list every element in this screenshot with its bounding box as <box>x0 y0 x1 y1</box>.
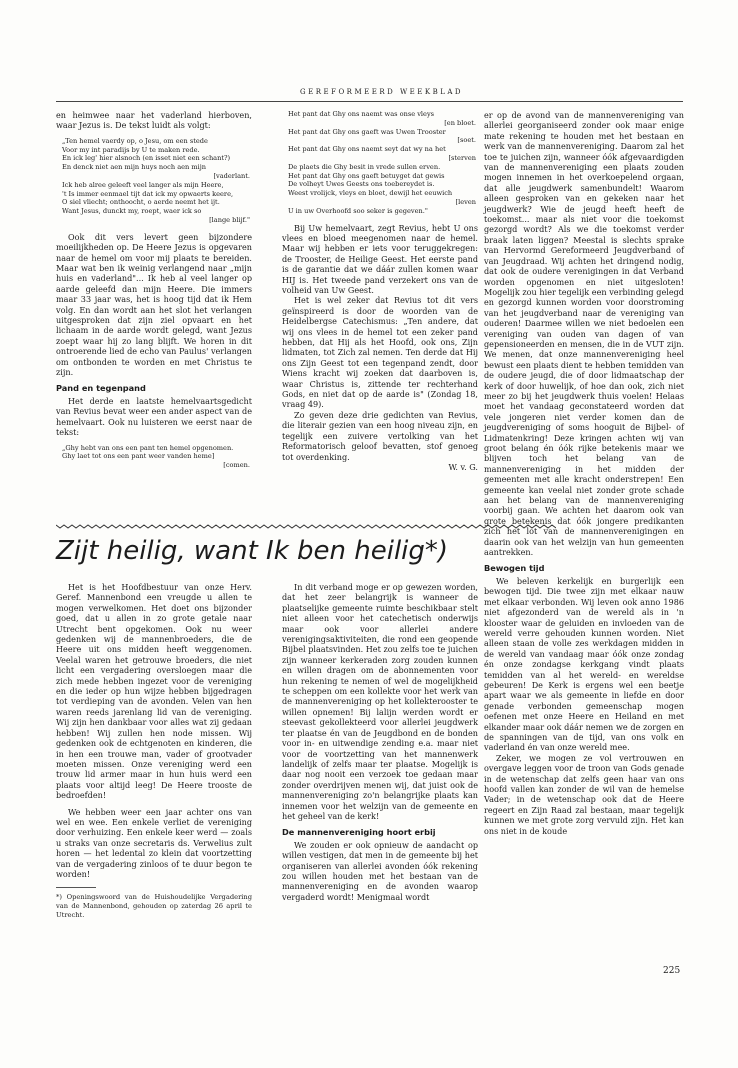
poem-stanza <box>62 137 252 225</box>
poem-line: [leven <box>455 197 476 206</box>
paragraph: Zo geven deze drie gedichten van Revius, die literair gezien van een hoog niveau zijn, en tegelijk een zuivere vertolking van het Reformatorisch geloof bevatten, stof genoeg tot overdenking. <box>282 409 478 462</box>
poem-line: Ick heb alree geleeft veel langer als mijn Heere, <box>62 180 224 189</box>
paragraph: Het is wel zeker dat Revius tot dit vers geïnspireerd is door de woorden van de Heidelbergse Catechismus: „Ten andere, dat wij ons vlees in de hemel tot een zeker pand hebben, dat Hij als het Hoofd, ook ons, Zijn lidmaten, tot Zich zal nemen. Ten derde dat Hij ons Zijn Geest tot een tegenpand zendt, door Wiens kracht wij zoeken dat daarboven is, waar Christus is, zittende ter rechterhand Gods, en niet dat op de aarde is" (Zondag 18, vraag 49). <box>282 295 478 410</box>
paragraph: In dit verband moge er op gewezen worden, dat het zeer belangrijk is wanneer de plaatselijke gemeente ruimte beschikbaar stelt niet alleen voor het catechetisch onderwijs maar ook voor allerlei andere verenigingsaktiviteiten, die rond een geopende Bijbel plaatsvinden. Het zou zelfs toe te juichen zijn wanneer kerkeraden zorg zouden kunnen en willen dragen om de abonnementen voor hun rekening te nemen of wel de mogelijkheid te scheppen om een kollekte voor het werk van de mannenvereniging op het kollekterooster te willen opnemen! Bij lalijn werden wordt er steevast gekollekteerd voor allerlei jeugdwerk ter plaatse én van de Jeugdbond en de bonden voor in- en uitwendige zending e.a. maar niet voor de voortzetting van het mannenwerk landelijk of zelfs maar ter plaatse. Mogelijk is daar nog nooit een verzoek toe gedaan maar zonder overdrijven menen wij, dat juist ook de mannenvereniging zo'n belangrijke plaats kan innemen voor het welzijn van de gemeente en het geheel van de kerk! <box>282 582 478 821</box>
paragraph: Het derde en laatste hemelvaartsgedicht van Revius bevat weer een ander aspect van de hemelvaart. Ook nu luisteren we eerst naar de tekst: <box>56 395 252 438</box>
poem-line: „Ghy hebt van ons een pant ten hemel opgenomen. <box>62 443 234 452</box>
poem-line: En ick leg' hier alsnoch (en isset niet een schant?) <box>62 154 231 163</box>
poem-line: [vaderlant. <box>213 172 250 180</box>
poem-line: Weest vrolijck, vleys en bloet, dewijl het eeuwich <box>288 189 453 198</box>
poem-line: [sterven <box>448 153 476 162</box>
paragraph: We hebben weer een jaar achter ons van wel en wee. Een enkele verliet de vereniging door verhuizing. Een enkele keer werd — zoals u straks van onze secretaris ds. Verwelius zult horen — het ledental zo klein dat voortzetting van de vergadering zinloos of te duur begon te worden! <box>56 806 252 879</box>
poem-line: Het pant dat Ghy ons naemt was onse vleys <box>288 110 435 118</box>
article-column-1 <box>56 582 252 919</box>
poem-line: U in uw Overhoofd soo seker is gegeven." <box>288 206 428 215</box>
author-signature: W. v. G. <box>448 461 478 472</box>
poem-line: Ghy laet tot ons een pant weer vanden heme] <box>62 452 215 461</box>
article-column-3 <box>484 110 684 836</box>
page-number: 225 <box>663 966 681 976</box>
paragraph: Ook dit vers levert geen bijzondere moeilijkheden op. De Heere Jezus is opgevaren naar de hemel om voor mij plaats te bereiden. Maar wat ben ik weinig verlangend naar „mijn huis en vaderland"... Ik heb al veel langer op aarde geleefd dan mijn Heere. Die immers maar 33 jaar was, het is hoog tijd dat ik Hem volg. En dan wordt aan het slot het verlangen uitgesproken dat zijn ziel opvaart en het lichaam in de aarde wordt gelegd, want Jezus zoept waar hij zo lang blijft. We horen in dit ontroerende lied de echo van Paulus' verlangen om ontbonden te worden en met Christus te zijn. <box>56 231 252 378</box>
poem-stanza <box>62 444 252 470</box>
poem-line: „Ten hemel vaerdy op, o Jesu, om een stede <box>62 136 208 145</box>
section-heading: Pand en tegenpand <box>56 383 146 394</box>
poem-line: O siel vliecht; onthoocht, o aerde neemt het ijt. <box>62 198 220 207</box>
poem-line: Het pant dat Ghy ons gaeft was Uwen Trooster <box>288 127 446 136</box>
poem-line: Want Jesus, dunckt my, roept, waer ick so <box>62 207 202 216</box>
section-heading: De mannenvereniging hoort erbij <box>282 827 436 838</box>
top-column-2 <box>282 110 478 472</box>
poem-line: [comen. <box>223 461 250 470</box>
paragraph: Het is het Hoofdbestuur van onze Herv. Geref. Mannenbond een vreugde u allen te mogen verwelkomen. Het doet ons bijzonder goed, dat u allen in zo grote getale naar Utrecht bent opgekomen. Ook nu weer gedenken wij de mannenbroeders, die de Heere uit ons midden heeft weggenomen. Veelal waren het getrouwe broeders, die niet licht een vergadering oversloegen maar die zich mede hebben ingezet voor de vereniging en die ieder op hun wijze hebben bijgedragen tot verdieping van de avonden. Velen van hen waren reeds jarenlang lid van de vereniging. Wij zijn hen dankbaar voor alles wat zij gedaan hebben! Wij zullen hen node missen. Wij gedenken ook de echtgenoten en kinderen, die in hen een trouwe man, vader of grootvader moeten missen. Onze vereniging werd een trouw lid armer maar in hun huis werd een plaats voor altijd leeg! De Heere trooste de bedroefden! <box>56 582 252 801</box>
paragraph: en heimwee naar het vaderland hierboven, waar Jezus is. De tekst luidt als volgt: <box>56 110 252 131</box>
poem-line: [en bloet. <box>444 118 476 127</box>
poem-line: En denck niet aen mijn huys noch aen mijn <box>62 163 207 172</box>
header-rule <box>56 101 683 102</box>
poem-line: 't Is immer eenmael tijt dat ick my opwaerts keere, <box>62 189 234 198</box>
poem-line: De volheyt Uwes Geests ons toebereydet is. <box>288 180 435 189</box>
poem-line: Voor my int paradijs by U te maken rede. <box>62 145 200 154</box>
footnote-rule <box>56 887 96 888</box>
article-title: Zijt heilig, want Ik ben heilig*) <box>56 536 449 566</box>
paragraph: Zeker, we mogen ze vol vertrouwen en overgave leggen voor de troon van Gods genade in de wetenschap dat zelfs geen haar van ons hoofd vallen kan zonder de wil van de hemelse Vader; in de wetenschap ook dat de Heere regeert en Zijn Raad zal bestaan, maar tegelijk kunnen we met grote zorg vervuld zijn. Het kan ons niet in de koude <box>484 752 684 836</box>
poem-stanza <box>288 110 478 216</box>
paragraph: We beleven kerkelijk en burgerlijk een bewogen tijd. Die twee zijn met elkaar nauw met elkaar verbonden. Wij leven ook anno 1986 niet afgezonderd van de wereld als in 'n klooster waar de geluiden en invloeden van de wereld verre gehouden kunnen worden. Niet alleen staan de volle zes werkdagen midden in de wereld van vandaag maar óók onze zondag én onze zondagse kerkgang vindt plaats temidden van al het wereld- en wereldse gebeuren! De Kerk is ergens wel een beetje apart waar we als gemeente in liefde en door genade verbonden gemeenschap mogen oefenen met onze Heere en Heiland en met elkander maar ook dáár nemen we de zorgen en de spanningen van de tijd, van ons volk en vaderland én van onze wereld mee. <box>484 575 684 753</box>
poem-line: [soet. <box>457 136 476 145</box>
paragraph: er op de avond van de mannenvereniging van allerlei georganiseerd zonder ook maar enige mate rekening te houden met het bestaan en werk van de mannenvereniging. Daarom zal het toe te juichen zijn, wanneer óók afgevaardigden van de mannenvereniging een plaats zouden mogen innemen in het overkoepelend orgaan, dat alle jeugdwerk samenbundelt! Waarom alleen gesproken van en gekeken naar het jeugdwerk? Wie de jeugd heeft heeft de toekomst... maar als niet voor die toekomst gezorgd wordt? Als we die toekomst verder braak laten liggen? Meestal is slechts sprake van Hervormd Gereformeerd Jeugdverband of van Jeugdraad. Wij achten het dringend nodig, dat ook de oudere verenigingen in dat Verband worden opgenomen en niet uitgesloten! Mogelijk zou hier tegelijk een verbinding gelegd en gezorgd kunnen worden voor doorstroming van het jeugdverband naar de vereniging van ouderen! Daarmee willen we niet bedoelen een vereniging van ouden van dagen of van gepensioneerden en mensen, die in de VUT zijn. We menen, dat onze mannenvereniging heel bewust een plaats dient te hebben temidden van de oudere jeugd, die of door lidmaatschap der kerk of door huwelijk, of hoe dan ook, zich niet meer zo bij het jeugdwerk thuis voelen! Helaas moet het vandaag geconstateerd worden dat vele jongeren niet verder komen dan de jeugdvereniging of soms hooguit de Bijbel- of Lidmatenkring! Deze kringen achten wij van groot belang én óók rijke betekenis maar we blijven toch het belang van de mannenvereniging in het midden der gemeenten met alle kracht onderstrepen! Een gemeente kan veelal niet zonder grote schade aan het belang van de mannenvereniging voorbij gaan. We achten het daarom ook van grote betekenis dat óók jongere predikanten zich het lot van de mannenverenigingen en daarin ook van het welzijn van hun gemeenten aantrekken. <box>484 110 684 558</box>
poem-line: De plaets die Ghy besit in vrede sullen erven. <box>288 162 441 171</box>
paragraph: We zouden er ook opnieuw de aandacht op willen vestigen, dat men in de gemeente bij het organiseren van allerlei avonden óók rekening zou willen houden met het bestaan van de mannenvereniging en de avonden waarop vergaderd wordt! Menigmaal wordt <box>282 839 478 902</box>
section-heading: Bewogen tijd <box>484 563 545 574</box>
poem-line: [lange blijf." <box>209 215 250 224</box>
top-column-1 <box>56 110 252 477</box>
running-header: GEREFORMEERD WEEKBLAD <box>300 88 464 96</box>
zigzag-divider <box>56 524 556 529</box>
article-column-2 <box>282 582 478 902</box>
poem-line: Het pant dat Ghy ons gaeft betuyget dat gewis <box>288 171 445 180</box>
poem-line: Het pant dat Ghy ons naemt seyt dat wy na het <box>288 145 446 154</box>
paragraph: Bij Uw hemelvaart, zegt Revius, hebt U ons vlees en bloed meegenomen naar de hemel. Maar wij hebben er iets voor teruggekregen: de Trooster, de Heilige Geest. Het eerste pand is de garantie dat we dáár zullen komen waar HIJ is. Het tweede pand verzekert ons van de volheid van Uw Geest. <box>282 222 478 295</box>
footnote: *) Openingswoord van de Huishoudelijke Vergadering van de Mannenbond, gehouden op zaterdag 26 april te Utrecht. <box>56 893 252 919</box>
